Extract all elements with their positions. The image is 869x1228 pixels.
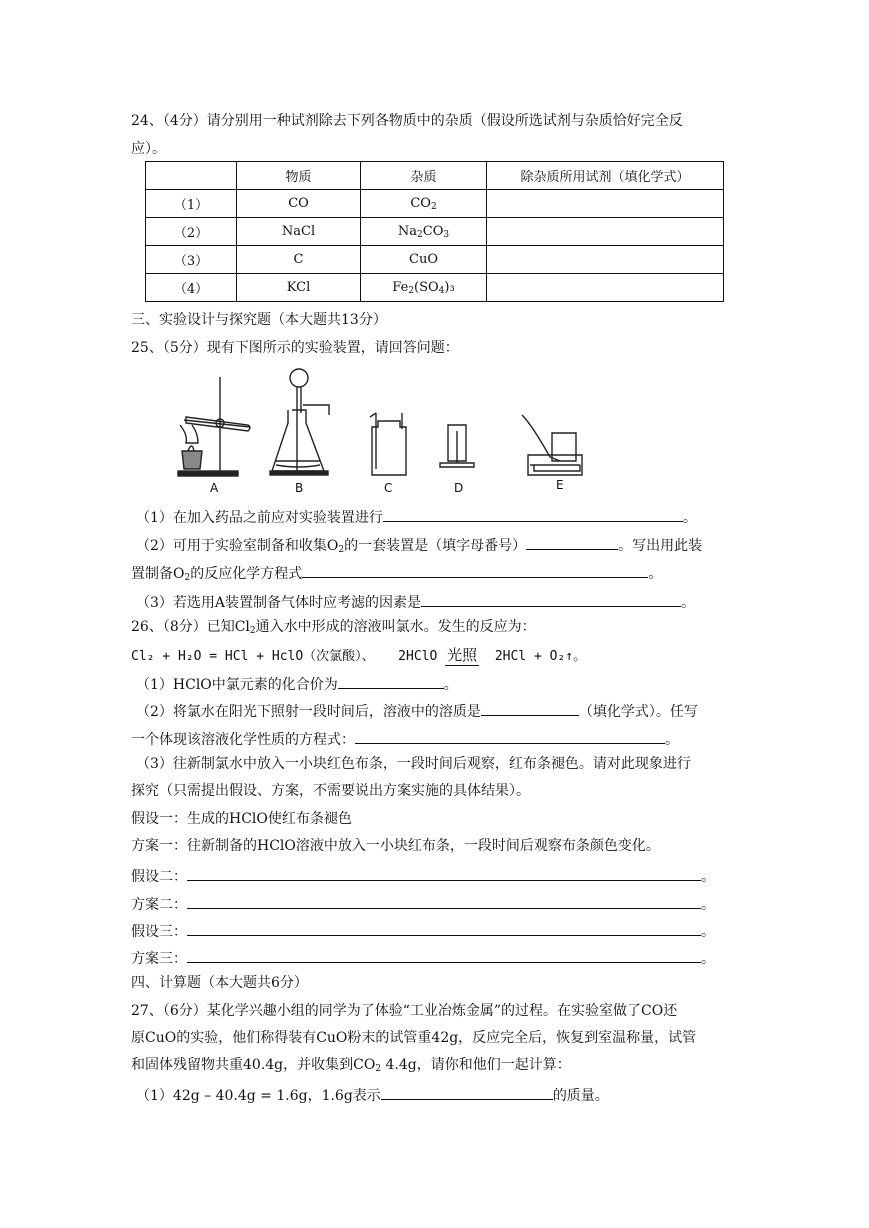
apparatus-a-icon [178,377,250,476]
q25-part1: （1）在加入药品之前应对实验装置进行 。 [136,505,697,528]
q24-table [145,161,724,302]
table-row [146,190,724,218]
answer-blank[interactable] [187,864,701,881]
q27-line3: 和固体残留物共重40.4g，并收集到$CO_2$ 4.4g，请你和他们一起计算： [131,1057,571,1074]
reagent-cell[interactable] [487,274,724,302]
q25-part2-line1: （2）可用于实验室制备和收集$O_2$的一套装置是（填字母番号） 。写出用此装 [136,533,702,560]
row-index: （1） [146,190,237,218]
answer-blank[interactable] [187,892,701,909]
q26-part2-line2: 一个体现该溶液化学性质的方程式： 。 [131,727,679,750]
reagent-cell[interactable] [487,246,724,274]
fig-label-a: A [210,481,219,495]
reagent-cell[interactable] [487,190,724,218]
apparatus-d-icon [440,425,474,467]
plan-2: 方案二： 。 [131,892,715,915]
plan-1: 方案一：往新制备的HClO溶液中放入一小块红布条，一段时间后观察布条颜色变化。 [131,838,660,854]
fig-label-d: D [454,481,464,495]
section-4-heading: 四、计算题（本大题共6分） [131,975,308,991]
apparatus-figure [172,365,592,500]
section-3-heading: 三、实验设计与探究题（本大题共13分） [131,312,387,328]
answer-blank[interactable] [338,672,444,689]
substance-cell: CO [237,190,361,218]
answer-blank[interactable] [481,699,579,716]
fig-label-c: C [384,481,393,495]
impurity-cell: $CO_2$ [361,190,487,218]
q26-stem: 26、（8分）已知$Cl_2$通入水中形成的溶液叫氯水。发生的反应为： [131,619,536,636]
substance-cell: NaCl [237,218,361,246]
hypothesis-1: 假设一：生成的HClO使红布条褪色 [131,811,352,827]
q26-part3-line1: （3）往新制氯水中放入一小块红色布条，一段时间后观察，红布条褪色。请对此现象进行 [136,756,691,772]
answer-blank[interactable] [187,946,701,963]
row-index: （3） [146,246,237,274]
q27-line2: 原CuO的实验，他们称得装有CuO粉末的试管重42g，反应完全后，恢复到室温称量，试管 [131,1030,697,1046]
apparatus-e-icon [522,415,582,475]
header-cell [146,162,237,190]
reagent-cell[interactable] [487,218,724,246]
row-index: （2） [146,218,237,246]
q27-line1: 27、（6分）某化学兴趣小组的同学为了体验“工业冶炼金属”的过程。在实验室做了CO还 [131,1003,678,1019]
q24-stem-line1: 24、（4分）请分别用一种试剂除去下列各物质中的杂质（假设所选试剂与杂质恰好完全反 [131,113,683,129]
table-row [146,274,724,302]
q24-stem-line2: 应）。 [131,141,166,157]
q27-part1: （1）42g – 40.4g = 1.6g，1.6g表示 的质量。 [136,1083,609,1106]
answer-blank[interactable] [187,919,701,936]
table-row [146,218,724,246]
answer-blank[interactable] [355,727,665,744]
q26-equations: Cl₂ + H₂O = HCl + HclO（次氯酸）、 2HClO 光照 2HCl + O₂↑。 [131,646,587,664]
substance-cell: KCl [237,274,361,302]
answer-blank[interactable] [526,533,618,550]
q26-part2-line1: （2）将氯水在阳光下照射一段时间后，溶液中的溶质是 （填化学式）。任写 [136,699,698,722]
apparatus-c-icon [370,413,406,475]
impurity-cell: CuO [361,246,487,274]
substance-cell: C [237,246,361,274]
hypothesis-2: 假设二： 。 [131,864,715,887]
fig-label-b: B [295,481,304,495]
header-cell: 物质 [237,162,361,190]
q25-part2-line2: 置制备$O_2$的反应化学方程式 。 [131,561,662,588]
q26-part3-line2: 探究（只需提出假设、方案，不需要说出方案实施的具体结果）。 [131,783,530,799]
answer-blank[interactable] [302,561,648,578]
header-cell: 杂质 [361,162,487,190]
impurity-cell: $Fe_2(SO_4)_3$ [361,274,487,302]
hypothesis-3: 假设三： 。 [131,919,715,942]
answer-blank[interactable] [421,590,681,607]
q25-stem: 25、（5分）现有下图所示的实验装置，请回答问题： [131,340,459,356]
table-header-row [146,162,724,190]
q26-part1: （1）HClO中氯元素的化合价为 。 [136,672,458,695]
q25-part3: （3）若选用A装置制备气体时应考滤的因素是 。 [136,590,695,613]
header-cell: 除杂质所用试剂（填化学式） [487,162,724,190]
apparatus-b-icon [270,369,329,475]
reaction-condition: 光照 [447,646,478,664]
row-index: （4） [146,274,237,302]
plan-3: 方案三： 。 [131,946,715,969]
impurity-cell: $Na_2CO_3$ [361,218,487,246]
fig-label-e: E [556,478,564,492]
table-row [146,246,724,274]
answer-blank[interactable] [383,505,683,522]
answer-blank[interactable] [381,1083,553,1100]
